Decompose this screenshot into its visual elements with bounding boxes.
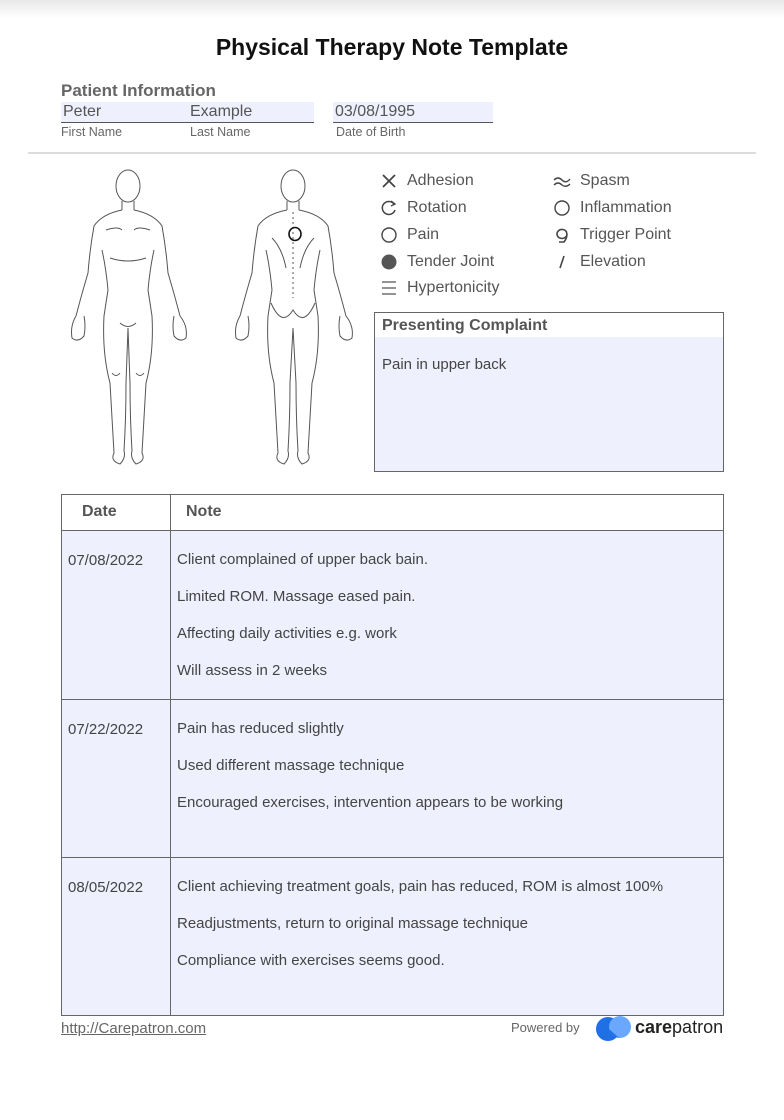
patient-info-heading: Patient Information bbox=[61, 81, 216, 100]
table-row bbox=[62, 531, 724, 700]
note-line: Pain has reduced slightly bbox=[177, 720, 344, 737]
elevation-slash-icon bbox=[553, 253, 571, 271]
legend-rotation: Rotation bbox=[380, 199, 467, 217]
row-note[interactable] bbox=[171, 700, 724, 858]
body-front-diagram-icon[interactable] bbox=[62, 168, 200, 472]
hypertonicity-lines-icon bbox=[380, 279, 398, 297]
carepatron-wordmark: carepatron bbox=[635, 1017, 724, 1037]
x-icon bbox=[380, 172, 398, 190]
row-date[interactable]: 07/08/2022 bbox=[62, 531, 171, 700]
last-name-caption: Last Name bbox=[190, 125, 251, 139]
note-line: Client achieving treatment goals, pain has reduced, ROM is almost 100% bbox=[177, 878, 664, 895]
dob-caption: Date of Birth bbox=[336, 125, 406, 139]
legend-adhesion: Adhesion bbox=[380, 172, 474, 190]
legend-inflammation: Inflammation bbox=[553, 199, 672, 217]
first-name-field[interactable]: Peter bbox=[61, 102, 188, 123]
rotation-icon bbox=[380, 199, 398, 217]
note-line: Limited ROM. Massage eased pain. bbox=[177, 588, 416, 605]
top-shadow bbox=[0, 0, 784, 18]
last-name-field[interactable]: Example bbox=[188, 102, 314, 123]
inflammation-icon bbox=[553, 199, 571, 217]
legend-pain: Pain bbox=[380, 226, 439, 244]
legend-hypertonicity: Hypertonicity bbox=[380, 279, 499, 297]
dob-field[interactable]: 03/08/1995 bbox=[333, 102, 493, 123]
table-row bbox=[62, 700, 724, 858]
note-header: Note bbox=[171, 495, 724, 531]
tender-joint-dot-icon bbox=[380, 253, 398, 271]
note-line: Compliance with exercises seems good. bbox=[177, 952, 445, 969]
row-date[interactable]: 07/22/2022 bbox=[62, 700, 171, 858]
pain-circle-icon bbox=[380, 226, 398, 244]
note-line: Will assess in 2 weeks bbox=[177, 662, 328, 679]
spasm-icon bbox=[553, 172, 571, 190]
trigger-point-icon bbox=[553, 226, 571, 244]
legend-tender-joint: Tender Joint bbox=[380, 253, 494, 271]
carepatron-logo-icon bbox=[595, 1016, 633, 1042]
carepatron-link[interactable]: http://Carepatron.com bbox=[61, 1020, 207, 1037]
complaint-heading: Presenting Complaint bbox=[375, 313, 723, 337]
note-line: Encouraged exercises, intervention appears to be working bbox=[177, 794, 564, 811]
legend-spasm: Spasm bbox=[553, 172, 630, 190]
page-title: Physical Therapy Note Template bbox=[215, 34, 569, 60]
note-line: Affecting daily activities e.g. work bbox=[177, 625, 397, 642]
note-line: Readjustments, return to original massage technique bbox=[177, 915, 529, 932]
complaint-text: Pain in upper back bbox=[382, 356, 507, 373]
legend-elevation: Elevation bbox=[553, 253, 646, 271]
divider bbox=[28, 152, 756, 154]
body-back-diagram-icon[interactable] bbox=[226, 168, 360, 472]
powered-by-label: Powered by bbox=[511, 1020, 580, 1035]
date-header: Date bbox=[62, 495, 171, 531]
row-date[interactable]: 08/05/2022 bbox=[62, 858, 171, 1016]
notes-table bbox=[61, 494, 724, 1016]
row-note[interactable] bbox=[171, 858, 724, 1016]
row-note[interactable] bbox=[171, 531, 724, 700]
presenting-complaint-box[interactable] bbox=[374, 312, 724, 472]
legend-trigger-point: Trigger Point bbox=[553, 226, 671, 244]
first-name-caption: First Name bbox=[61, 125, 123, 139]
table-row bbox=[62, 858, 724, 1016]
note-line: Client complained of upper back bain. bbox=[177, 551, 428, 568]
note-line: Used different massage technique bbox=[177, 757, 405, 774]
